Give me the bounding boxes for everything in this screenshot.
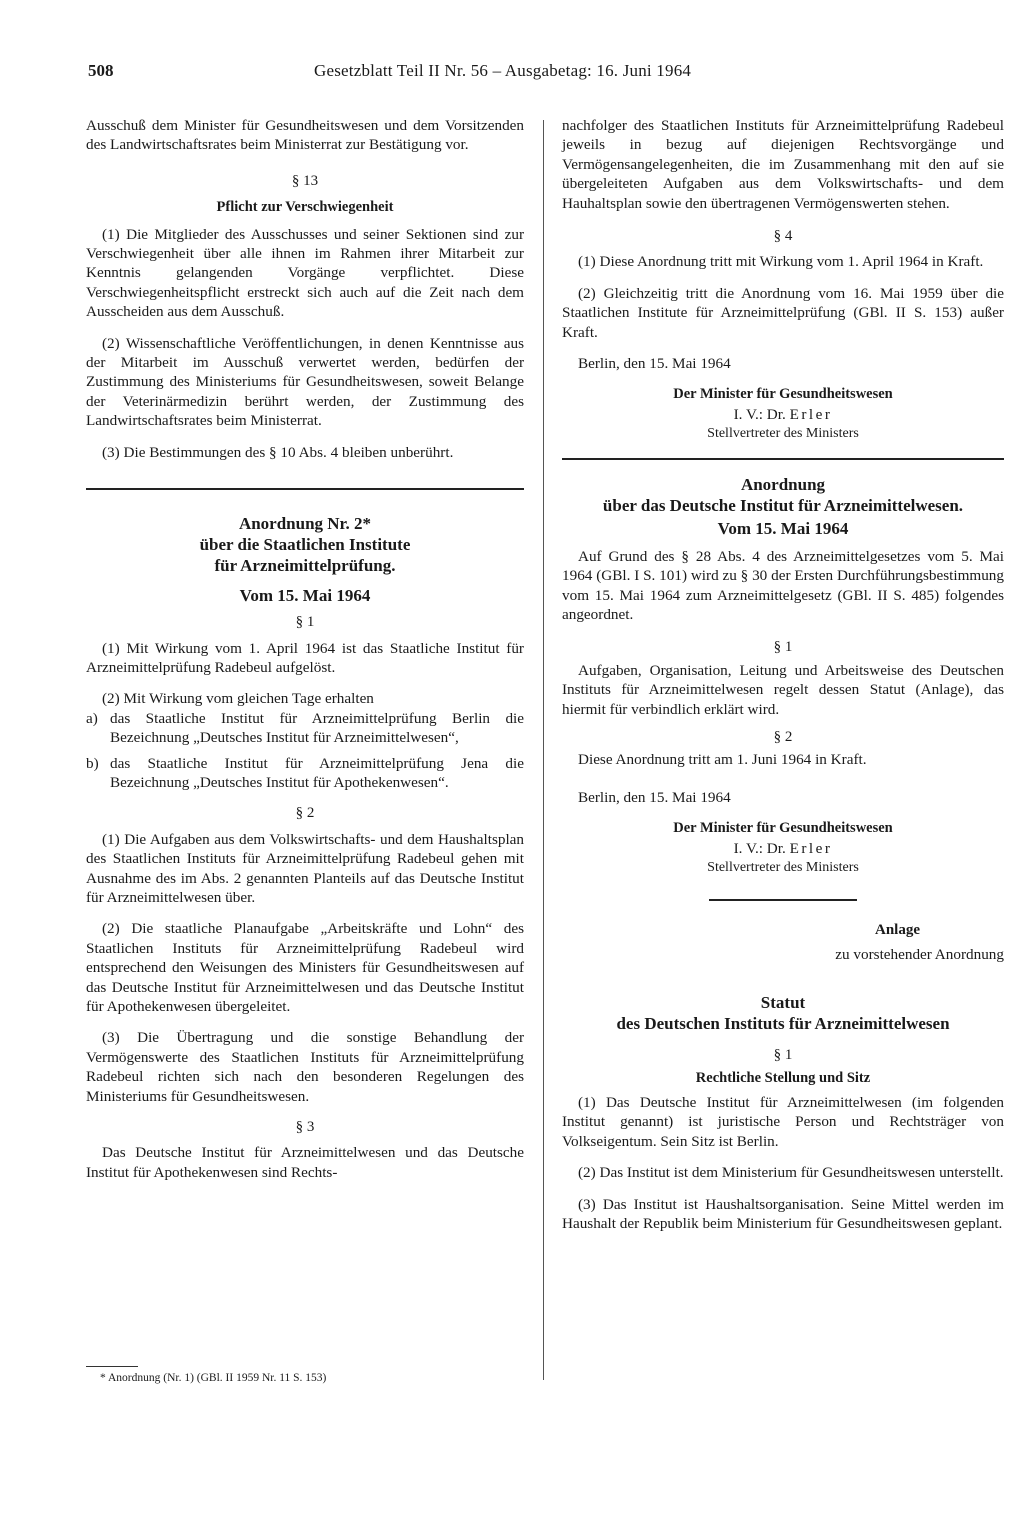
section-13-number: § 13 [291,172,319,189]
annex-subheading: zu vorstehender Anordnung [835,945,1004,963]
signature-2-name-line [562,839,1004,858]
ordinance-2-section-4-paragraph-2: (2) Gleichzeitig tritt die Anordnung vom 16. Mai 1959 über die Staatlichen Institute für Arzneimittelprüfung (GBl. II S. 153) außer Kraft. [562,284,1004,341]
continued-paragraph: nachfolger des Staatlichen Instituts für Arzneimittelprüfung Radebeul jeweils in bezug auf diejenigen Rechtsvorgänge und Vermögensangelegenheiten, die im Zusammenhang mit den auf sie übergeleiteten Aufgaben aus dem Volkswirtschafts- und dem Hauhaltsplan sowie den übertragenen Vermögenswerten stehen. [562,117,1004,212]
signature-1-title: Der Minister für Gesundheitswesen [673,386,893,403]
ordinance-3-section-1-number: § 1 [773,639,793,656]
list-item-b-label: b) [86,754,99,772]
ordinance-3-section-2-number: § 2 [773,728,793,745]
ordinance-3-date: Vom 15. Mai 1964 [717,518,849,538]
ordinance-3-section-1-paragraph: Aufgaben, Organisation, Leitung und Arbeitsweise des Deutschen Instituts für Arzneimittelwesen regelt dessen Statut (Anlage), das hiermit für verbindlich erklärt wird. [562,661,1004,718]
ordinance-2-section-1-paragraph-1: (1) Mit Wirkung vom 1. April 1964 ist das Staatliche Institut für Arzneimittelprüfung Radebeul aufgelöst. [86,639,524,676]
ordinance-2-date: Vom 15. Mai 1964 [239,586,371,606]
signature-1-name-line [562,405,1004,424]
section-13-paragraph-1: (1) Die Mitglieder des Ausschusses und seiner Sektionen sind zur Verschwiegenheit über alle ihnen im Rahmen ihrer Mitarbeit zur Kenntnis gelangenden Vorgänge verpflichtet. Diese Verschwiegenheitspflicht erstreckt sich auch auf die Zeit nach dem Ausscheiden aus dem Ausschuß. [86,225,524,321]
statute-section-1-paragraph-1: (1) Das Deutsche Institut für Arzneimittelwesen (im folgenden Institut genannt) ist juristische Person und Rechtsträger von Volkseigentum. Sein Sitz ist Berlin. [562,1094,1004,1150]
signature-2-name: Erler [789,839,833,857]
signature-2-title: Der Minister für Gesundheitswesen [673,820,893,837]
ordinance-2-section-2-paragraph-2: (2) Die staatliche Planaufgabe „Arbeitskräfte und Lohn“ des Staatlichen Instituts für Arzneimittelprüfung Radebeul wird entsprechend den Weisungen des Ministers für Gesundheitswesen auf das Deutsche Institut für Arzneimittelwesen und das Deutsche Institut für Apothekenwesen übergeleitet. [86,920,524,1015]
signature-2-prefix: I. V.: Dr. [733,839,786,857]
statute-title-line-1: Statut [760,993,806,1013]
signature-1-name: Erler [789,405,833,423]
ordinance-2-section-2-number: § 2 [295,805,315,822]
ordinance-2-section-2-paragraph-1: (1) Die Aufgaben aus dem Volkswirtschafts- und dem Haushaltsplan des Staatlichen Instituts für Arzneimittelprüfung Radebeul gehen mit Ausnahme des im Abs. 2 genannten Planteils auf das Deutsche Institut für Arzneimittelwesen über. [86,830,524,906]
running-title: Gesetzblatt Teil II Nr. 56 – Ausgabetag: 16. Juni 1964 [314,61,692,80]
signature-2-role: Stellvertreter des Ministers [707,859,859,875]
list-item-b-text: das Staatliche Institut für Arzneimittelprüfung Jena die Bezeichnung „Deutsches Institut für Apothekenwesen“. [110,754,524,791]
list-item-a-label: a) [86,709,98,727]
ordinance-3-title-line-1: Anordnung [740,474,826,494]
list-item-b [86,754,524,793]
statute-section-1-heading: Rechtliche Stellung und Sitz [695,1069,871,1086]
place-date-1: Berlin, den 15. Mai 1964 [578,355,731,373]
footnote: * Anordnung (Nr. 1) (GBl. II 1959 Nr. 11 S. 153) [100,1372,327,1384]
ordinance-2-section-3-paragraph-1: Das Deutsche Institut für Arzneimittelwesen und das Deutsche Institut für Apothekenwesen sind Rechts- [86,1144,524,1181]
section-13-paragraph-3: (3) Die Bestimmungen des § 10 Abs. 4 bleiben unberührt. [102,443,454,461]
place-date-2: Berlin, den 15. Mai 1964 [578,788,731,806]
statute-section-1-paragraph-3: (3) Das Institut ist Haushaltsorganisation. Seine Mittel werden im Haushalt der Republik beim Ministerium für Gesundheitswesen geplant. [562,1195,1004,1233]
list-item-a-text: das Staatliche Institut für Arzneimittelprüfung Berlin die Bezeichnung „Deutsches Institut für Arzneimittelwesen“, [110,709,524,747]
ordinance-2-section-4-paragraph-1: (1) Diese Anordnung tritt mit Wirkung vom 1. April 1964 in Kraft. [578,253,984,271]
statute-section-1-paragraph-2: (2) Das Institut ist dem Ministerium für Gesundheitswesen unterstellt. [578,1164,1004,1182]
ordinance-2-section-2-paragraph-3: (3) Die Übertragung und die sonstige Behandlung der Vermögenswerte des Staatlichen Instituts für Arzneimittelprüfung Radebeul richten sich nach den besonderen Regelungen des Ministeriums für Gesundheitswesen. [86,1029,524,1105]
statute-title-line-2: des Deutschen Instituts für Arzneimittelwesen [616,1014,950,1034]
page-header [88,61,988,85]
intro-paragraph: Ausschuß dem Minister für Gesundheitswesen und dem Vorsitzenden des Landwirtschaftsrates beim Ministerrat zur Bestätigung vor. [86,117,524,154]
section-13-paragraph-2: (2) Wissenschaftliche Veröffentlichungen, in denen Kenntnisse aus der Mitarbeit im Ausschuß verwertet werden, bedürfen der Zustimmung des Ministeriums für Gesundheitswesen, soweit Belange der Veterinärmedizin berührt werden, der Zustimmung des Landwirtschaftsrates beim Ministerrat. [86,334,524,430]
column-divider [543,120,544,1380]
list-item-a [86,709,524,748]
ordinance-3-preamble: Auf Grund des § 28 Abs. 4 des Arzneimittelgesetzes vom 5. Mai 1964 (GBl. I S. 101) wird zu § 30 der Ersten Durchführungsbestimmung vom 15. Mai 1964 zum Arzneimittelgesetz (GBl. II S. 485) folgendes angeordnet. [562,547,1004,623]
ordinance-2-section-1-number: § 1 [295,614,315,631]
ordinance-2-section-1-paragraph-2: (2) Mit Wirkung vom gleichen Tage erhalten [102,690,374,708]
footnote-rule [86,1366,138,1367]
statute-section-1-number: § 1 [773,1047,793,1064]
signature-1-prefix: I. V.: Dr. [733,405,786,423]
section-13-heading: Pflicht zur Verschwiegenheit [216,199,394,216]
ordinance-2-section-4-number: § 4 [773,228,793,245]
right-column [562,116,1004,1233]
left-column [86,116,524,1182]
ordinance-2-title-line-1: Anordnung Nr. 2* [238,514,372,534]
ordinance-2-title-line-2: über die Staatlichen Institute [199,535,411,555]
annex-heading: Anlage [875,922,920,939]
page-number: 508 [88,61,114,80]
ordinance-3-section-2-paragraph: Diese Anordnung tritt am 1. Juni 1964 in Kraft. [578,751,867,769]
ordinance-2-section-3-number: § 3 [295,1119,315,1136]
ordinance-2-title-line-3: für Arzneimittelprüfung. [214,556,396,576]
signature-1-role: Stellvertreter des Ministers [707,426,859,442]
ordinance-3-title-line-2: über das Deutsche Institut für Arzneimittelwesen. [602,495,964,515]
